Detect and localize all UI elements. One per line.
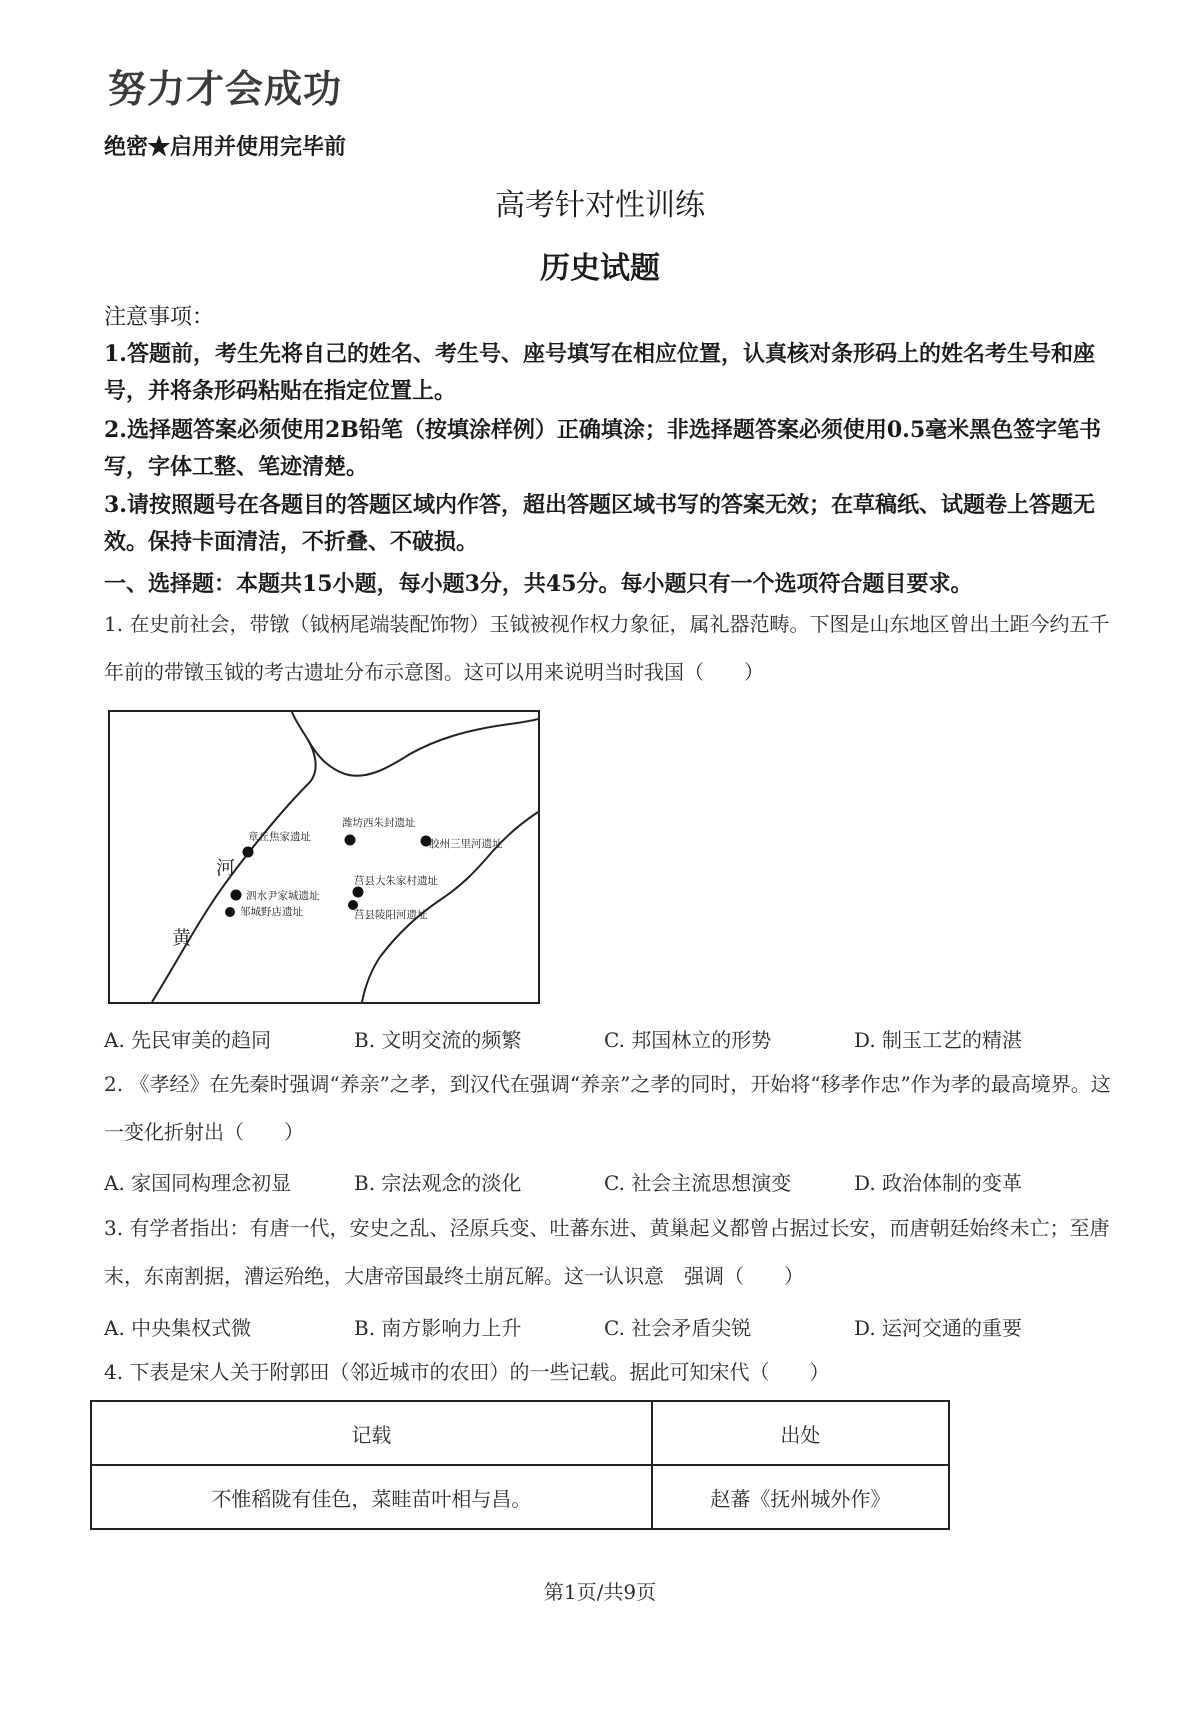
- question-4-stem: 4. 下表是宋人关于附郭田（邻近城市的农田）的一些记载。据此可知宋代（ ）: [104, 1360, 830, 1384]
- table-cell-source: 赵蕃《抚州城外作》: [652, 1465, 949, 1529]
- q1-option-c[interactable]: C. 邦国林立的形势: [604, 1028, 772, 1052]
- coastline-north: [308, 719, 538, 776]
- exam-title: 高考针对性训练: [495, 188, 705, 223]
- river-char-huang: 黄: [172, 927, 192, 949]
- archaeological-site-map: [108, 710, 540, 1004]
- exam-subject: 历史试题: [540, 251, 660, 286]
- site-label-weifang: 潍坊西朱封遗址: [342, 817, 416, 829]
- confidential-label: 绝密★启用并使用完毕前: [104, 134, 347, 160]
- q1-option-d[interactable]: D. 制玉工艺的精湛: [854, 1028, 1023, 1052]
- q3-option-c[interactable]: C. 社会矛盾尖锐: [604, 1316, 752, 1340]
- notice-item-1: 1.答题前，考生先将自己的姓名、考生号、座号填写在相应位置，认真核对条形码上的姓名考生号和座号，并将条形码粘贴在指定位置上。: [104, 341, 1095, 404]
- q3-option-d[interactable]: D. 运河交通的重要: [854, 1316, 1023, 1340]
- table-row: [91, 1465, 949, 1529]
- table-header-source: 出处: [652, 1401, 949, 1465]
- q1-option-a[interactable]: A. 先民审美的趋同: [104, 1028, 272, 1052]
- records-table: [90, 1400, 950, 1530]
- q2-option-d[interactable]: D. 政治体制的变革: [854, 1171, 1023, 1195]
- q2-option-a[interactable]: A. 家国同构理念初显: [104, 1171, 292, 1195]
- site-label-zoucheng: 邹城野店遗址: [240, 906, 303, 918]
- watermark-text: 努力才会成功: [108, 67, 343, 111]
- table-cell-record: 不惟稻陇有佳色，菜畦苗叶相与昌。: [91, 1465, 652, 1529]
- notice-heading: 注意事项：: [104, 305, 215, 330]
- site-dot-weifang: [345, 835, 356, 846]
- table-header-row: [91, 1401, 949, 1465]
- site-label-sishui: 泗水尹家城遗址: [246, 890, 320, 902]
- q3-option-b[interactable]: B. 南方影响力上升: [354, 1316, 522, 1340]
- section-heading: 一、选择题：本题共15小题，每小题3分，共45分。每小题只有一个选项符合题目要求。: [104, 571, 973, 597]
- site-dot-zhangqiu: [243, 847, 254, 858]
- table-header-record: 记载: [91, 1401, 652, 1465]
- site-label-zhangqiu: 章丘焦家遗址: [248, 831, 311, 843]
- site-dot-zoucheng: [225, 907, 235, 917]
- site-dot-sishui: [231, 890, 242, 901]
- question-3-stem: 3. 有学者指出：有唐一代，安史之乱、泾原兵变、吐蕃东进、黄巢起义都曾占据过长安，而唐朝廷始终未亡；至唐末，东南割据，漕运殆绝，大唐帝国最终土崩瓦解。这一认识意 强调（ ）: [104, 1216, 1110, 1288]
- notice-item-3: 3.请按照题号在各题目的答题区域内作答，超出答题区域书写的答案无效；在草稿纸、试题卷上答题无效。保持卡面清洁，不折叠、不破损。: [104, 492, 1095, 555]
- q1-option-b[interactable]: B. 文明交流的频繁: [354, 1028, 522, 1052]
- q3-option-a[interactable]: A. 中央集权式微: [104, 1316, 252, 1340]
- site-dot-juxian-dazhujia: [353, 887, 364, 898]
- page-number: 第1页/共9页: [543, 1580, 657, 1604]
- q2-option-b[interactable]: B. 宗法观念的淡化: [354, 1171, 522, 1195]
- site-label-jiaozhou: 胶州三里河遗址: [429, 838, 503, 850]
- q2-option-c[interactable]: C. 社会主流思想演变: [604, 1171, 792, 1195]
- question-1-stem: 1. 在史前社会，带镦（钺柄尾端装配饰物）玉钺被视作权力象征，属礼器范畴。下图是山东地区曾出土距今约五千年前的带镦玉钺的考古遗址分布示意图。这可以用来说明当时我国（ ）: [104, 612, 1110, 684]
- site-label-juxian-lingyanghe: 莒县陵阳河遗址: [354, 909, 428, 921]
- river-char-he: 河: [216, 857, 236, 879]
- site-label-juxian-dazhujia: 莒县大朱家村遗址: [354, 875, 438, 887]
- notice-item-2: 2.选择题答案必须使用2B铅笔（按填涂样例）正确填涂；非选择题答案必须使用0.5毫米黑色签字笔书写，字体工整、笔迹清楚。: [104, 417, 1102, 480]
- question-2-stem: 2. 《孝经》在先秦时强调“养亲”之孝，到汉代在强调“养亲”之孝的同时，开始将“移孝作忠”作为孝的最高境界。这一变化折射出（ ）: [104, 1072, 1111, 1144]
